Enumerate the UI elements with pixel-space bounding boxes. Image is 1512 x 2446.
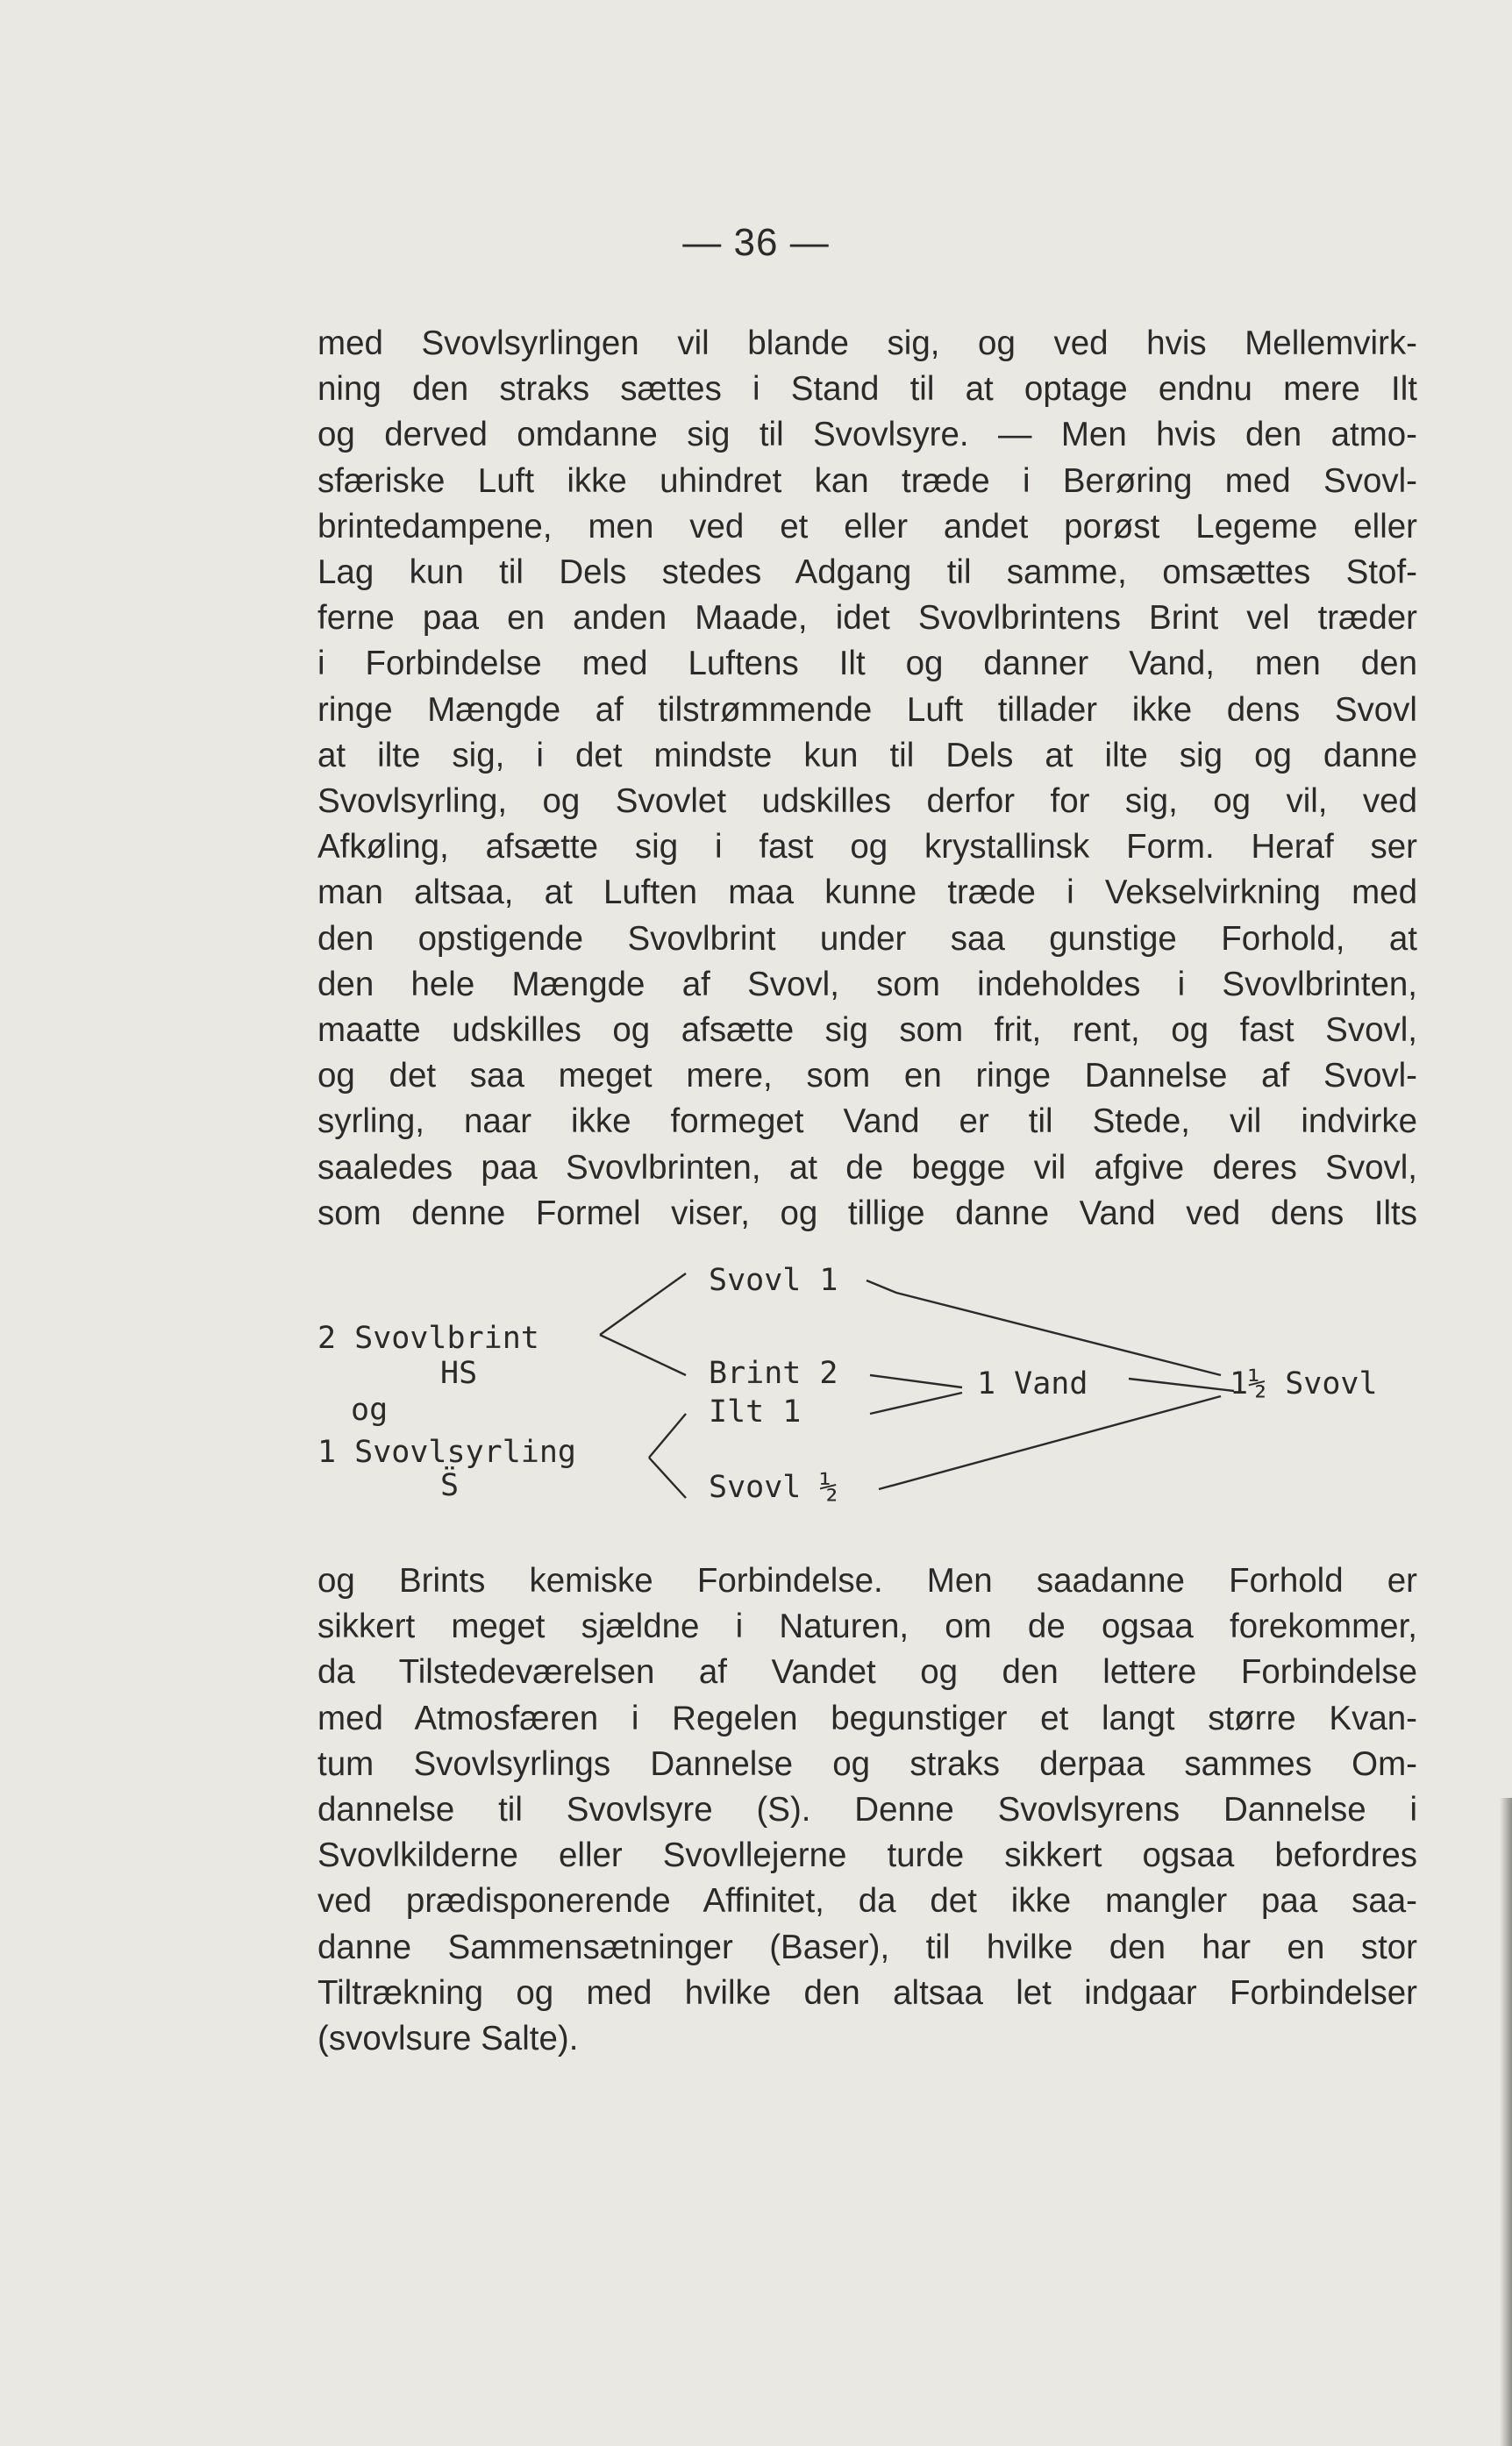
page-edge-shadow (1500, 1798, 1512, 2446)
formula-result-svovl: 1½ Svovl (1230, 1366, 1378, 1401)
formula-svovl-1: Svovl 1 (709, 1263, 838, 1298)
formula-og: og (351, 1393, 389, 1428)
text-line: Svovlsyrling, og Svovlet udskilles derfor for sig, og vil, ved (317, 782, 1417, 821)
text-line: den opstigende Svovlbrint under saa gunstige Forhold, at (317, 919, 1417, 958)
formula-ilt-1: Ilt 1 (709, 1394, 802, 1430)
text-line: man altsaa, at Luften maa kunne træde i Vekselvirkning med (317, 874, 1417, 912)
text-line: ringe Mængde af tilstrømmende Luft tillader ikke dens Svovl (317, 690, 1417, 729)
chemical-formula-diagram (317, 1263, 1417, 1526)
text-line: Svovlkilderne eller Svovllejerne turde sikkert ogsaa befordres (317, 1836, 1417, 1875)
text-line: ferne paa en anden Maade, idet Svovlbrintens Brint vel træder (317, 599, 1417, 638)
text-line: den hele Mængde af Svovl, som indeholdes i Svovlbrinten, (317, 965, 1417, 1003)
text-line: og Brints kemiske Forbindelse. Men saadanne Forhold er (317, 1562, 1417, 1600)
formula-svovl-half: Svovl ½ (709, 1470, 838, 1505)
text-line: med Svovlsyrlingen vil blande sig, og ved hvis Mellemvirk- (317, 324, 1417, 362)
text-line: danne Sammensætninger (Baser), til hvilke den har en stor (317, 1928, 1417, 1966)
paragraph-2 (317, 1558, 1417, 2062)
formula-hs-symbol: HS (440, 1356, 478, 1391)
text-line: dannelse til Svovlsyre (S). Denne Svovlsyrens Dannelse i (317, 1791, 1417, 1829)
text-line: ning den straks sættes i Stand til at optage endnu mere Ilt (317, 370, 1417, 409)
text-line: ved prædisponerende Affinitet, da det ikke mangler paa saa- (317, 1882, 1417, 1921)
formula-svovlsyrling: 1 Svovlsyrling (317, 1435, 577, 1470)
text-line: Lag kun til Dels stedes Adgang til samme, omsættes Stof- (317, 553, 1417, 592)
text-line: (svovlsure Salte). (317, 2020, 579, 2058)
text-line: og derved omdanne sig til Svovlsyre. — Men hvis den atmo- (317, 416, 1417, 454)
text-line: i Forbindelse med Luftens Ilt og danner Vand, men den (317, 645, 1417, 683)
formula-s-symbol: S̈ (440, 1468, 460, 1503)
text-line: med Atmosfæren i Regelen begunstiger et langt større Kvan- (317, 1699, 1417, 1737)
text-line: at ilte sig, i det mindste kun til Dels at ilte sig og danne (317, 736, 1417, 774)
paragraph-1 (317, 321, 1417, 1237)
text-line: Tiltrækning og med hvilke den altsaa let indgaar Forbindelser (317, 1973, 1417, 2012)
formula-vand: 1 Vand (977, 1366, 1088, 1401)
text-line: syrling, naar ikke formeget Vand er til Stede, vil indvirke (317, 1102, 1417, 1141)
text-line: og det saa meget mere, som en ringe Dannelse af Svovl- (317, 1057, 1417, 1095)
text-line: sikkert meget sjældne i Naturen, om de ogsaa forekommer, (317, 1608, 1417, 1646)
text-line: sfæriske Luft ikke uhindret kan træde i Berøring med Svovl- (317, 461, 1417, 500)
text-line: som denne Formel viser, og tillige danne Vand ved dens Ilts (317, 1194, 1417, 1232)
page-number: — 36 — (682, 221, 830, 264)
formula-svovlbrint: 2 Svovlbrint (317, 1321, 539, 1356)
text-line: brintedampene, men ved et eller andet porøst Legeme eller (317, 507, 1417, 546)
text-line: tum Svovlsyrlings Dannelse og straks derpaa sammes Om- (317, 1744, 1417, 1783)
text-line: saaledes paa Svovlbrinten, at de begge vil afgive deres Svovl, (317, 1148, 1417, 1187)
formula-brint-2: Brint 2 (709, 1356, 838, 1391)
text-line: maatte udskilles og afsætte sig som frit, rent, og fast Svovl, (317, 1011, 1417, 1050)
text-line: da Tilstedeværelsen af Vandet og den lettere Forbindelse (317, 1653, 1417, 1692)
text-line: Afkøling, afsætte sig i fast og krystallinsk Form. Heraf ser (317, 828, 1417, 866)
